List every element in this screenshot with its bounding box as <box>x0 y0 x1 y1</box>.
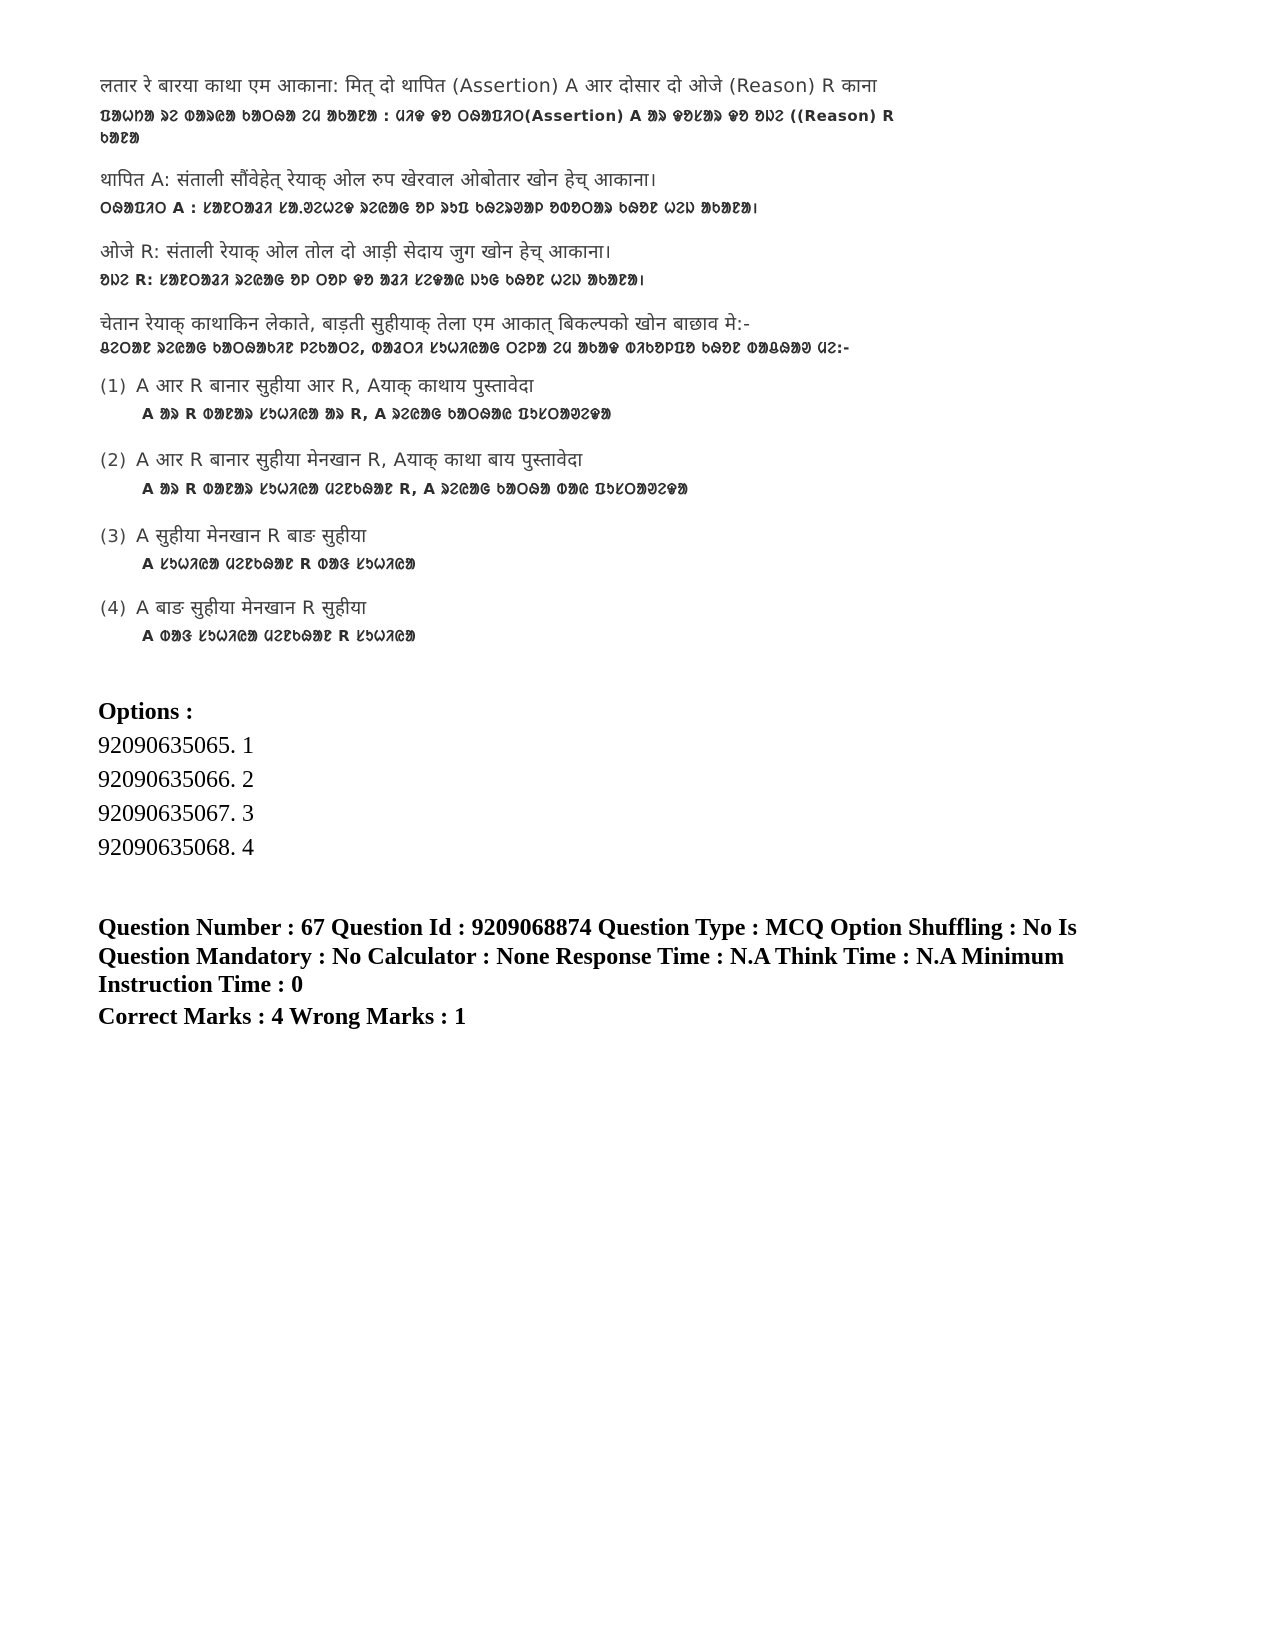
option-item-2: 92090635066. 2 <box>98 767 254 793</box>
intro-hindi: लतार रे बारया काथा एम आकाना: मित् दो थापित (Assertion) A आर दोसार दो ओजे (Reason) R काना <box>100 75 878 97</box>
assertion-olchiki: ᱛᱷᱟᱯᱤᱛ A : ᱥᱟᱱᱛᱟᱲᱤ ᱥᱟᱹᱣᱮᱦᱮᱫ ᱨᱮᱭᱟᱜ ᱚᱞ ᱨᱩᱯ ᱠᱷᱮᱨᱣᱟᱞ ᱚᱵᱚᱛᱟᱨ ᱠᱷᱚᱱ ᱦᱮᱡ ᱟᱠᱟᱱᱟ। <box>100 199 758 217</box>
choice-text: A आर R बानार सुहीया मेनखान R, Aयाक् काथा बाय पुस्तावेदा <box>136 449 583 471</box>
choice-1-hindi <box>100 372 534 398</box>
option-item-3: 92090635067. 3 <box>98 801 254 827</box>
choice-4-olchiki: A ᱵᱟᱝ ᱥᱩᱦᱤᱭᱟ ᱢᱮᱱᱠᱷᱟᱱ R ᱥᱩᱦᱤᱭᱟ <box>142 627 416 645</box>
choice-number: (1) <box>100 376 127 397</box>
option-item-4: 92090635068. 4 <box>98 835 254 861</box>
choice-3-olchiki: A ᱥᱩᱦᱤᱭᱟ ᱢᱮᱱᱠᱷᱟᱱ R ᱵᱟᱝ ᱥᱩᱦᱤᱭᱟ <box>142 555 416 573</box>
choice-2-olchiki: A ᱟᱨ R ᱵᱟᱱᱟᱨ ᱥᱩᱦᱤᱭᱟ ᱢᱮᱱᱠᱷᱟᱱ R, A ᱨᱮᱭᱟᱜ ᱠᱟᱛᱷᱟ ᱵᱟᱭ ᱯᱩᱥᱛᱟᱣᱮᱫᱟ <box>142 480 689 498</box>
choice-number: (4) <box>100 598 127 619</box>
choice-number: (3) <box>100 526 127 547</box>
intro-olchiki-line-1: ᱯᱟᱦᱴᱟ ᱨᱮ ᱵᱟᱨᱭᱟ ᱠᱟᱛᱷᱟ ᱮᱢ ᱟᱠᱟᱱᱟ : ᱢᱤᱫ ᱫᱚ ᱛᱷᱟᱯᱤᱛ(Assertion) A ᱟᱨ ᱫᱚᱥᱟᱨ ᱫᱚ ᱚᱡᱮ ((Reason) R <box>100 107 895 125</box>
instruction-hindi: चेतान रेयाक् काथाकिन लेकाते, बाड़ती सुहीयाक् तेला एम आकात् बिकल्पको खोन बाछाव मे:- <box>100 313 751 335</box>
choice-number: (2) <box>100 450 127 471</box>
intro-olchiki-line-2: ᱠᱟᱱᱟ <box>100 129 140 147</box>
choice-1-olchiki: A ᱟᱨ R ᱵᱟᱱᱟᱨ ᱥᱩᱦᱤᱭᱟ ᱟᱨ R, A ᱨᱮᱭᱟᱜ ᱠᱟᱛᱷᱟᱭ ᱯᱩᱥᱛᱟᱣᱮᱫᱟ <box>142 405 612 423</box>
choice-text: A आर R बानार सुहीया आर R, Aयाक् काथाय पुस्तावेदा <box>136 375 534 397</box>
choice-4-hindi <box>100 594 366 620</box>
instruction-olchiki: ᱪᱮᱛᱟᱱ ᱨᱮᱭᱟᱜ ᱠᱟᱛᱷᱟᱠᱤᱱ ᱞᱮᱠᱟᱛᱮ, ᱵᱟᱲᱛᱤ ᱥᱩᱦᱤᱭᱟᱜ ᱛᱮᱞᱟ ᱮᱢ ᱟᱠᱟᱫ ᱵᱤᱠᱚᱞᱯᱚ ᱠᱷᱚᱱ ᱵᱟᱪᱷᱟᱣ ᱢᱮ:- <box>100 339 850 357</box>
choice-2-hindi <box>100 446 583 472</box>
question-marks: Correct Marks : 4 Wrong Marks : 1 <box>98 1004 467 1030</box>
choice-3-hindi <box>100 522 366 548</box>
reason-olchiki: ᱚᱡᱮ R: ᱥᱟᱱᱛᱟᱲᱤ ᱨᱮᱭᱟᱜ ᱚᱞ ᱛᱚᱞ ᱫᱚ ᱟᱲᱤ ᱥᱮᱫᱟᱭ ᱡᱩᱜ ᱠᱷᱚᱱ ᱦᱮᱡ ᱟᱠᱟᱱᱟ। <box>100 271 645 289</box>
options-heading: Options : <box>98 699 194 725</box>
reason-hindi: ओजे R: संताली रेयाक् ओल तोल दो आड़ी सेदाय जुग खोन हेच् आकाना। <box>100 241 612 263</box>
choice-text: A बाङ सुहीया मेनखान R सुहीया <box>136 597 367 619</box>
option-item-1: 92090635065. 1 <box>98 733 254 759</box>
question-scan-image <box>100 66 960 686</box>
choice-text: A सुहीया मेनखान R बाङ सुहीया <box>136 525 367 547</box>
question-metadata: Question Number : 67 Question Id : 9209068874 Question Type : MCQ Option Shuffling : No Is Question Mandatory : No Calculator : None Response Time : N.A Think Time : N.A Minimum Instruction Time : 0 <box>98 915 1077 998</box>
assertion-hindi: थापित A: संताली सौंवेहेत् रेयाक् ओल रुप खेरवाल ओबोतार खोन हेच् आकाना। <box>100 169 657 191</box>
